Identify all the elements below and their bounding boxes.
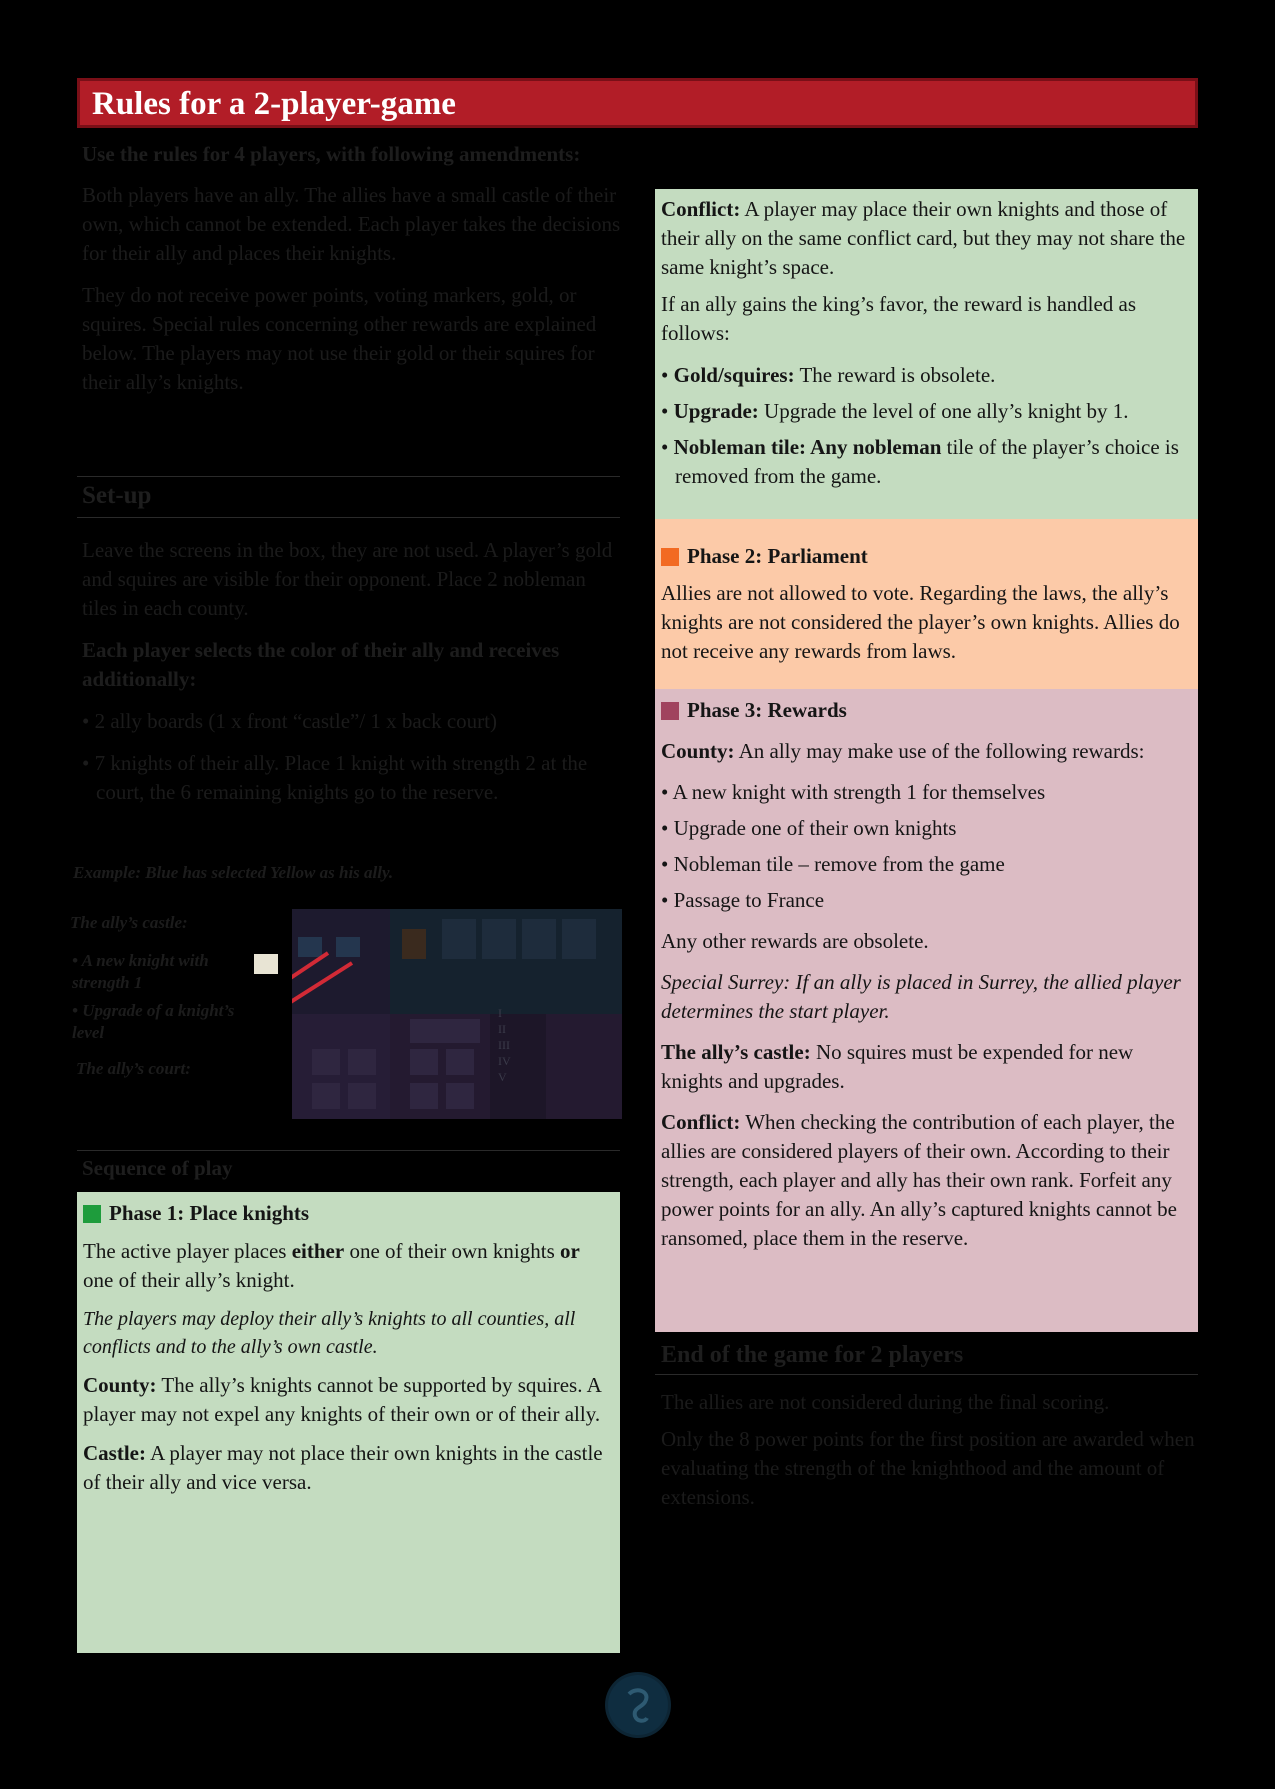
setup-bullet: • 7 knights of their ally. Place 1 knight with strength 2 at the court, the 6 remaining knights go to the reserve. bbox=[82, 751, 588, 804]
roman-numeral: II bbox=[498, 1022, 506, 1036]
roman-numeral: III bbox=[498, 1038, 510, 1052]
example-castle-label: The ally’s castle: bbox=[70, 913, 188, 932]
phase2-text: Allies are not allowed to vote. Regarding the laws, the ally’s knights are not considered the player’s own knights. Allies do not receive any rewards from laws. bbox=[661, 581, 1180, 663]
phase2-title: Phase 2: Parliament bbox=[687, 544, 868, 568]
setup-heading: Set-up bbox=[82, 482, 152, 509]
phase2-heading bbox=[661, 542, 1192, 571]
phase3-surrey-note: Special Surrey: If an ally is placed in Surrey, the allied player determines the start player. bbox=[661, 970, 1181, 1023]
marker-tile bbox=[254, 954, 278, 974]
ally-board-illustration bbox=[292, 909, 622, 1119]
phase3-bullet: • Upgrade one of their own knights bbox=[661, 816, 957, 840]
intro-lead: Use the rules for 4 players, with following amendments: bbox=[82, 142, 581, 166]
phase3-bullet: • Passage to France bbox=[661, 888, 825, 912]
phase3-other-rewards: Any other rewards are obsolete. bbox=[661, 929, 929, 953]
phase3-county-rule: County: An ally may make use of the following rewards: bbox=[661, 739, 1145, 763]
divider bbox=[77, 1150, 620, 1151]
reward-bullet: • Gold/squires: The reward is obsolete. bbox=[661, 363, 996, 387]
phase3-heading bbox=[661, 696, 1192, 725]
roman-numeral: IV bbox=[498, 1054, 511, 1068]
phase1-heading bbox=[83, 1199, 614, 1228]
endgame-paragraph-1: The allies are not considered during the final scoring. bbox=[661, 1390, 1110, 1414]
phase1-county-rule: County: The ally’s knights cannot be supported by squires. A player may not expel any knights of their own or of their ally. bbox=[83, 1373, 601, 1426]
phase1-title: Phase 1: Place knights bbox=[109, 1201, 310, 1225]
setup-section bbox=[82, 536, 622, 807]
phase2-box bbox=[655, 519, 1198, 689]
ally-board-image bbox=[292, 909, 622, 1119]
endgame-section bbox=[661, 1388, 1196, 1512]
setup-paragraph-1: Leave the screens in the box, they are not used. A player’s gold and squires are visible for their opponent. Place 2 nobleman tiles in each county. bbox=[82, 538, 613, 620]
endgame-paragraph-2: Only the 8 power points for the first position are awarded when evaluating the strength of the knighthood and the amount of extensions. bbox=[661, 1427, 1195, 1509]
example-item: • Upgrade of a knight’s level bbox=[72, 1001, 235, 1042]
phase3-box bbox=[655, 689, 1198, 1332]
sequence-heading: Sequence of play bbox=[82, 1156, 233, 1180]
phase3-bullet: • Nobleman tile – remove from the game bbox=[661, 852, 1005, 876]
divider bbox=[77, 476, 620, 477]
divider bbox=[655, 1374, 1198, 1375]
king-favor-paragraph: If an ally gains the king’s favor, the reward is handled as follows: bbox=[661, 292, 1137, 345]
conflict-rule: Conflict: A player may place their own knights and those of their ally on the same conflict card, but they may not share the same knight’s space. bbox=[661, 197, 1186, 279]
intro-paragraph-2: They do not receive power points, voting markers, gold, or squires. Special rules concerning other rewards are explained below. The players may not use their gold or their squires for their ally’s knights. bbox=[82, 283, 597, 394]
setup-bullet: • 2 ally boards (1 x front “castle”/ 1 x back court) bbox=[82, 709, 497, 733]
page-banner bbox=[77, 78, 1198, 128]
endgame-heading: End of the game for 2 players bbox=[661, 1342, 964, 1368]
swirl-emblem-icon bbox=[605, 1672, 671, 1738]
phase1-paragraph: The active player places either one of their own knights or one of their ally’s knight. bbox=[83, 1239, 580, 1292]
phase1-castle-rule: Castle: A player may not place their own knights in the castle of their ally and vice versa. bbox=[83, 1441, 603, 1494]
phase3-castle-rule: The ally’s castle: No squires must be expended for new knights and upgrades. bbox=[661, 1040, 1134, 1093]
divider bbox=[77, 517, 620, 518]
phase1-box bbox=[77, 1192, 620, 1653]
phase3-title: Phase 3: Rewards bbox=[687, 698, 847, 722]
example-caption: Example: Blue has selected Yellow as his ally. bbox=[73, 863, 394, 882]
intro-section bbox=[82, 140, 622, 397]
intro-paragraph-1: Both players have an ally. The allies have a small castle of their own, which cannot be extended. Each player takes the decisions for their ally and places their knights. bbox=[82, 183, 621, 265]
phase3-conflict-rule: Conflict: When checking the contribution of each player, the allies are considered players of their own. According to their strength, each player and ally has their own rank. Forfeit any power points for an ally. An ally’s captured knights cannot be ransomed, place them in the reserve. bbox=[661, 1110, 1177, 1250]
conflict-box bbox=[655, 189, 1198, 519]
reward-bullet: • Upgrade: Upgrade the level of one ally’s knight by 1. bbox=[661, 399, 1129, 423]
phase3-bullet: • A new knight with strength 1 for themselves bbox=[661, 780, 1046, 804]
roman-numeral: V bbox=[498, 1070, 507, 1084]
orange-square-icon bbox=[661, 548, 679, 566]
setup-paragraph-2: Each player selects the color of their ally and receives additionally: bbox=[82, 638, 560, 691]
example-court-label: The ally’s court: bbox=[76, 1059, 191, 1078]
rose-square-icon bbox=[661, 702, 679, 720]
reward-bullet: • Nobleman tile: Any nobleman tile of the player’s choice is removed from the game. bbox=[661, 435, 1179, 488]
page-title: Rules for a 2-player-game bbox=[92, 86, 456, 122]
example-item: • A new knight with strength 1 bbox=[72, 951, 209, 992]
phase1-deploy-note: The players may deploy their ally’s knights to all counties, all conflicts and to the ally’s own castle. bbox=[83, 1308, 576, 1358]
roman-numeral: I bbox=[498, 1006, 502, 1020]
green-square-icon bbox=[83, 1205, 101, 1223]
